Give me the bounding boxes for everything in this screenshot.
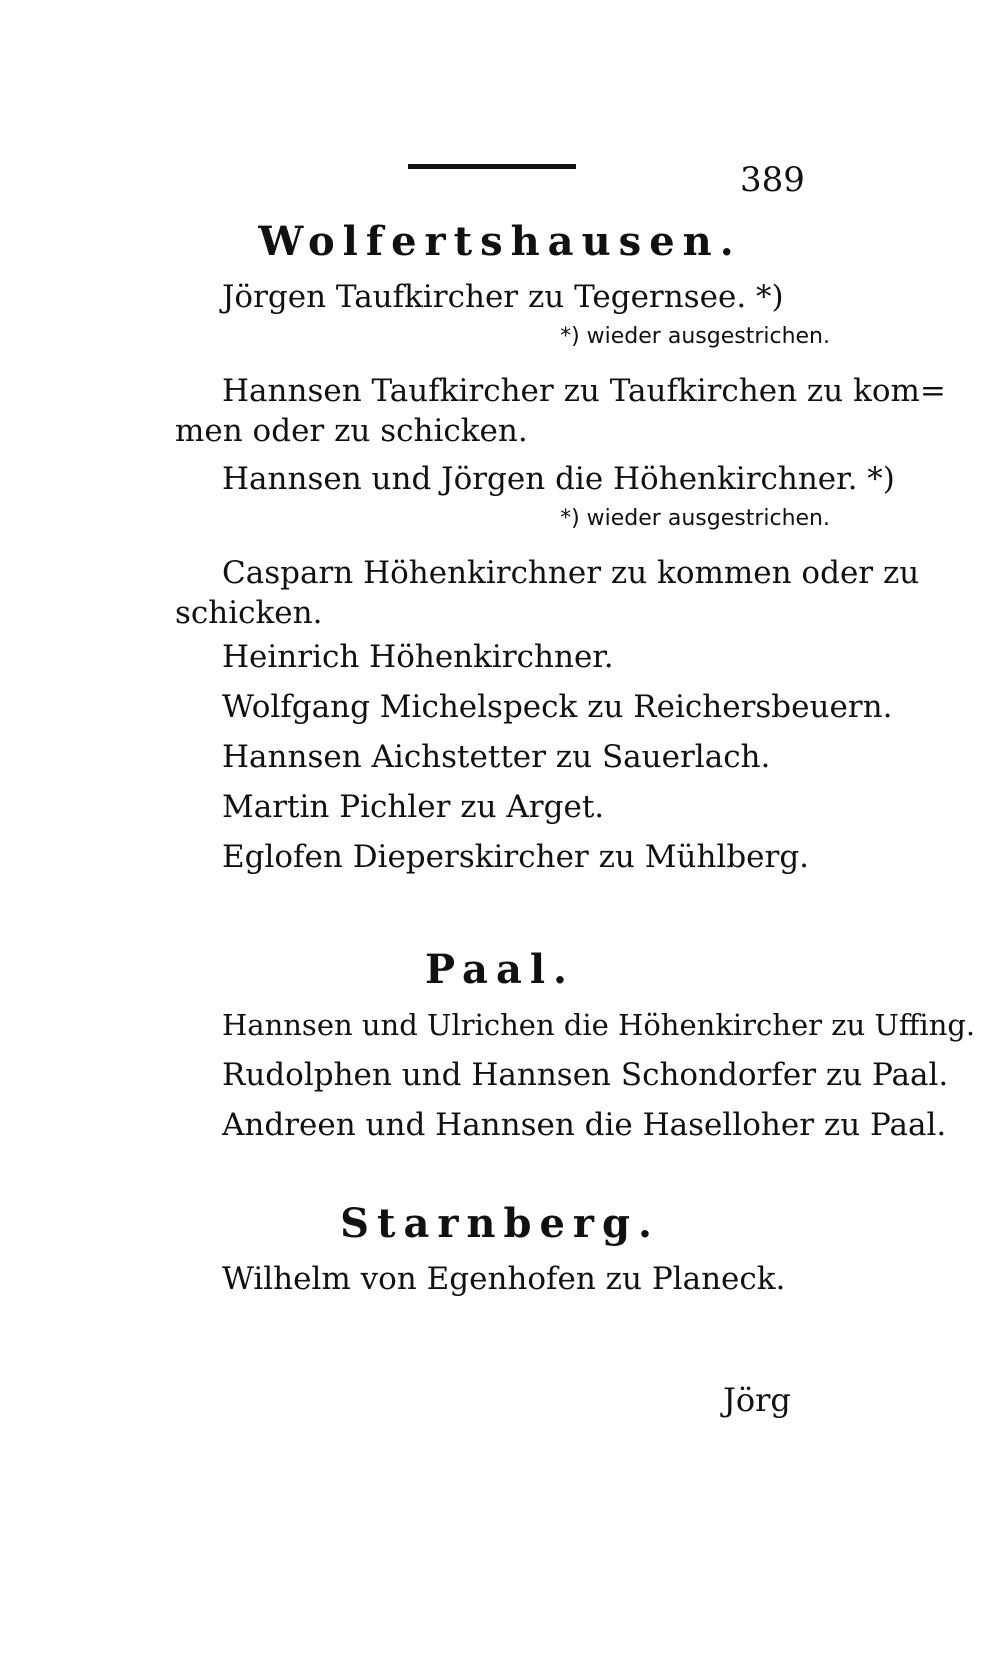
entry-line: Hannsen und Ulrichen die Höhenkircher zu Uffing.: [222, 1008, 976, 1042]
footnote: *) wieder ausgestrichen.: [560, 506, 830, 531]
page-number: 389: [740, 160, 805, 200]
catchword: Jörg: [723, 1381, 791, 1419]
entry-line: Jörgen Taufkircher zu Tegernsee. *): [222, 279, 784, 315]
section-heading-wolfertshausen: Wolfertshausen.: [258, 218, 742, 265]
entry-line: Casparn Höhenkirchner zu kommen oder zu: [222, 555, 920, 591]
section-heading-paal: Paal.: [425, 946, 575, 993]
entry-line: Wilhelm von Egenhofen zu Planeck.: [222, 1261, 786, 1297]
entry-line: Hannsen Aichstetter zu Sauerlach.: [222, 739, 771, 775]
entry-line: Martin Pichler zu Arget.: [222, 789, 605, 825]
entry-line: Rudolphen und Hannsen Schondorfer zu Paal.: [222, 1057, 949, 1093]
entry-line-continuation: schicken.: [175, 595, 323, 631]
entry-line: Andreen und Hannsen die Haselloher zu Paal.: [222, 1107, 947, 1143]
entry-line: Hannsen und Jörgen die Höhenkirchner. *): [222, 461, 895, 497]
entry-line: Eglofen Dieperskircher zu Mühlberg.: [222, 839, 810, 875]
entry-line: Hannsen Taufkircher zu Taufkirchen zu kom=: [222, 373, 946, 409]
header-rule: [408, 164, 576, 169]
footnote: *) wieder ausgestrichen.: [560, 324, 830, 349]
entry-line-continuation: men oder zu schicken.: [175, 413, 528, 449]
section-heading-starnberg: Starnberg.: [340, 1200, 660, 1247]
entry-line: Wolfgang Michelspeck zu Reichersbeuern.: [222, 689, 893, 725]
entry-line: Heinrich Höhenkirchner.: [222, 639, 614, 675]
